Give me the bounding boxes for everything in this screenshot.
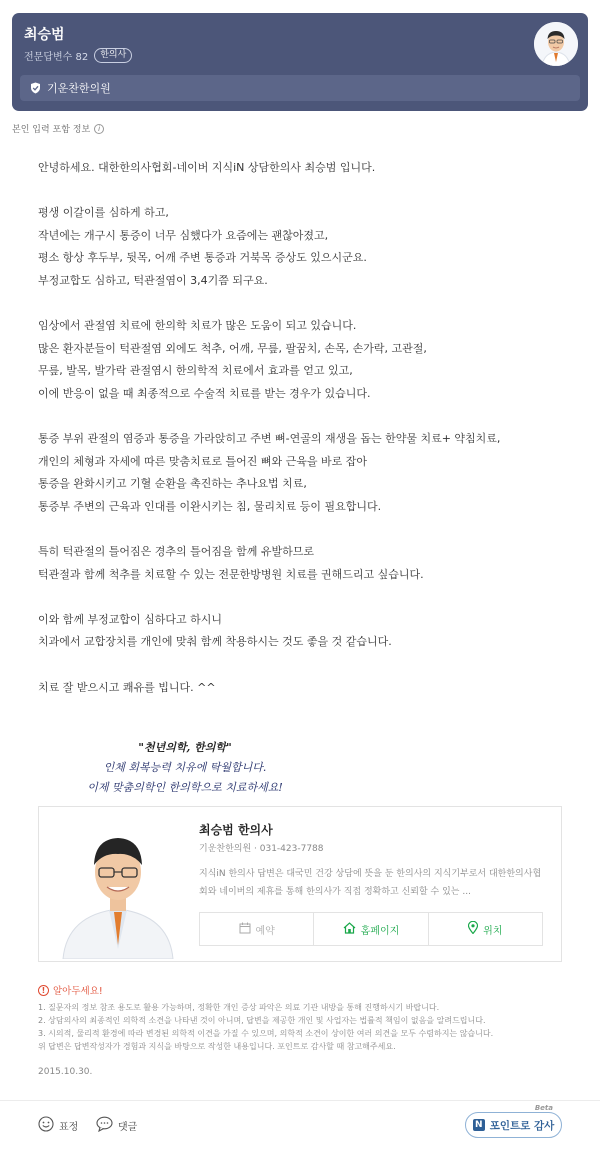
slogan-line-2: 인체 회복능력 치유에 탁월합니다. xyxy=(103,761,267,774)
answer-line: 턱관절과 함께 척추를 치료할 수 있는 전문한방병원 치료를 권해드리고 싶습니다. xyxy=(38,567,424,581)
smile-icon xyxy=(38,1116,54,1135)
points-thanks-button[interactable] xyxy=(465,1104,562,1138)
doctor-profile-card xyxy=(38,806,562,962)
notice-section xyxy=(38,983,578,1053)
comment-label: 댓글 xyxy=(118,1122,138,1133)
answer-line: 통증부 주변의 근육과 인대를 이완시키는 침, 물리치료 등이 필요합니다. xyxy=(38,499,382,513)
answer-line: 부정교합도 심하고, 턱관절염이 3,4기쯤 되구요. xyxy=(38,273,268,287)
clinic-bar[interactable] xyxy=(20,75,580,101)
answer-paragraph xyxy=(38,541,568,586)
expert-card xyxy=(12,13,588,111)
answer-count: 전문답변수 82 xyxy=(24,52,89,63)
slogan-line-3: 이제 맞춤의학인 한의학으로 치료하세요! xyxy=(87,781,283,794)
home-icon xyxy=(343,922,356,937)
input-info xyxy=(12,122,104,135)
notice-line-3: 3. 시의적, 물리적 환경에 따라 변경된 의학적 이견을 가질 수 있으며, 의학적 소견이 상이한 여러 의견을 모두 수렴하지는 않습니다. xyxy=(38,1029,494,1038)
naver-n-icon: N xyxy=(473,1119,485,1131)
answer-line: 안녕하세요. 대한한의사협회-네이버 지식iN 상담한의사 최승범 입니다. xyxy=(38,161,376,174)
answer-line: 평소 항상 후두부, 뒷목, 어깨 주변 통증과 거북목 증상도 있으시군요. xyxy=(38,251,367,265)
avatar[interactable] xyxy=(534,22,578,66)
doctor-photo xyxy=(53,817,183,959)
emoji-label: 표정 xyxy=(59,1122,79,1133)
footer-toolbar xyxy=(0,1100,600,1150)
slogan-image xyxy=(40,737,330,797)
notice-title-text: 알아두세요! xyxy=(53,986,103,997)
role-badge: 한의사 xyxy=(94,48,132,63)
alert-icon: ! xyxy=(38,985,49,996)
homepage-button[interactable] xyxy=(314,913,428,945)
doctor-description: 지식iN 한의사 답변은 대국민 건강 상담에 뜻을 둔 한의사의 지식기부로서 대한한의사협회와 네이버의 제휴를 통해 한의사가 직접 정확하고 신뢰할 수 있는 ... xyxy=(199,869,542,897)
profile-actions xyxy=(199,912,543,946)
points-label: 포인트로 감사 xyxy=(489,1119,555,1132)
answer-paragraph xyxy=(38,609,568,654)
clinic-name: 기운찬한의원 xyxy=(47,82,111,95)
calendar-icon xyxy=(239,922,251,937)
answer-line: 특히 턱관절의 틀어짐은 경추의 틀어짐을 함께 유발하므로 xyxy=(38,545,315,559)
clinic-phone: 기운찬한의원 · 031-423-7788 xyxy=(199,844,324,854)
reserve-label: 예약 xyxy=(255,925,275,937)
answer-line: 통증 부위 관절의 염증과 통증을 가라앉히고 주변 뼈-연골의 재생을 돕는 한약물 치료+ 약침치료, xyxy=(38,432,501,446)
answer-paragraph xyxy=(38,202,568,292)
answer-line: 작년에는 개구시 통증이 너무 심했다가 요즘에는 괜찮아졌고, xyxy=(38,228,329,242)
notice-title xyxy=(38,983,578,997)
answer-line: 치료 잘 받으시고 쾌유를 빕니다. ^^ xyxy=(38,680,216,694)
answer-line: 많은 환자분들이 턱관절염 외에도 척추, 어깨, 무릎, 팔꿈치, 손목, 손가락, 고관절, xyxy=(38,341,427,355)
doctor-name[interactable]: 최승범 한의사 xyxy=(199,823,273,837)
comment-icon xyxy=(96,1116,113,1135)
location-button[interactable] xyxy=(429,913,542,945)
emoji-button[interactable] xyxy=(38,1116,78,1135)
answer-paragraph xyxy=(38,157,568,180)
beta-tag: Beta xyxy=(534,1104,553,1112)
answer-line: 통증을 완화시키고 기혈 순환을 촉진하는 추나요법 치료, xyxy=(38,477,307,491)
location-label: 위치 xyxy=(483,925,503,937)
info-icon[interactable]: i xyxy=(94,124,104,134)
answer-body xyxy=(38,157,568,722)
answer-paragraph xyxy=(38,428,568,518)
map-pin-icon xyxy=(468,921,478,937)
answer-line: 임상에서 관절염 치료에 한의학 치료가 많은 도움이 되고 있습니다. xyxy=(38,319,357,333)
answer-line: 치과에서 교합장치를 개인에 맞춰 함께 착용하시는 것도 좋을 것 같습니다. xyxy=(38,635,392,649)
answer-line: 무릎, 발목, 발가락 관절염시 한의학적 치료에서 효과를 얻고 있고, xyxy=(38,364,353,378)
shield-check-icon xyxy=(30,79,41,98)
answer-date: 2015.10.30. xyxy=(38,1067,93,1077)
answer-line: 개인의 체형과 자세에 따른 맞춤치료로 틀어진 뼈와 근육을 바로 잡아 xyxy=(38,454,367,468)
answer-paragraph xyxy=(38,315,568,405)
notice-line-2: 2. 상담의사의 최종적인 의학적 소견을 나타낸 것이 아니며, 답변을 제공한 개인 및 사업자는 법률적 책임이 없음을 알려드립니다. xyxy=(38,1016,486,1025)
reserve-button[interactable] xyxy=(200,913,314,945)
answer-line: 이에 반응이 없을 때 최종적으로 수술적 치료를 받는 경우가 있습니다. xyxy=(38,386,371,400)
slogan-line-1: "천년의학, 한의학" xyxy=(138,741,232,754)
expert-meta xyxy=(24,48,132,63)
comment-button[interactable] xyxy=(96,1116,137,1135)
homepage-label: 홈페이지 xyxy=(360,925,400,937)
notice-line-1: 1. 질문자의 정보 참조 용도로 활용 가능하며, 정확한 개인 증상 파악은 의료 기관 내방을 통해 진행하시기 바랍니다. xyxy=(38,1003,440,1012)
answer-line: 평생 이갈이를 심하게 하고, xyxy=(38,206,169,220)
answer-line: 이와 함께 부정교합이 심하다고 하시니 xyxy=(38,612,223,626)
notice-line-4: 위 답변은 답변작성자가 경험과 지식을 바탕으로 작성한 내용입니다. 포인트로 감사할 때 참고해주세요. xyxy=(38,1042,396,1051)
answer-paragraph xyxy=(38,677,568,700)
expert-name[interactable]: 최승범 xyxy=(24,27,65,43)
input-info-label: 본인 입력 포함 정보 xyxy=(12,125,91,135)
